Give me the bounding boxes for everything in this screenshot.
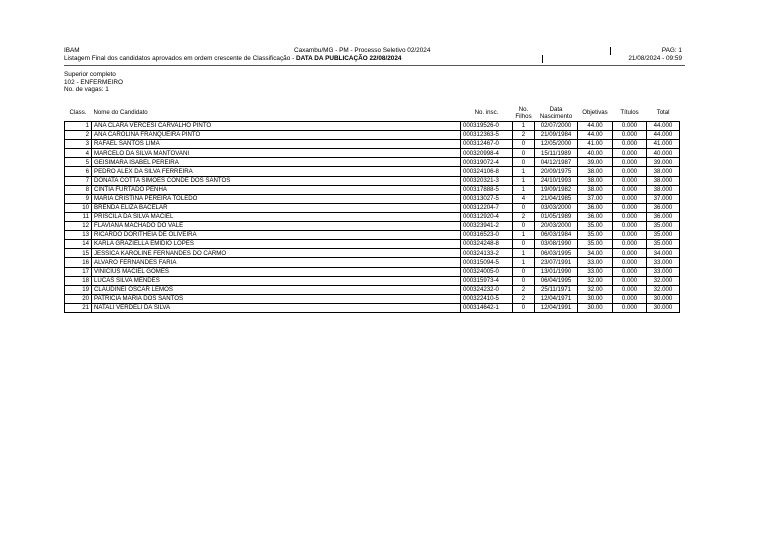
page-number: PAG: 1 xyxy=(661,47,682,54)
cell-objetivas: 35.00 xyxy=(578,240,613,249)
table-row xyxy=(65,222,680,231)
cell-nascimento: 12/05/2000 xyxy=(535,140,578,149)
cell-total: 36.000 xyxy=(647,212,680,221)
col-total: Total xyxy=(656,109,670,116)
cell-nascimento: 21/04/1985 xyxy=(535,194,578,203)
table-row xyxy=(65,231,680,240)
cell-classif: 5 xyxy=(65,158,92,167)
cell-total: 35.000 xyxy=(647,231,680,240)
cell-name: FLAVIANA MACHADO DO VALE xyxy=(92,222,461,231)
cell-objetivas: 38.00 xyxy=(578,185,613,194)
cell-objetivas: 44.00 xyxy=(578,122,613,131)
cell-titulos: 0.000 xyxy=(613,222,647,231)
cell-objetivas: 30.00 xyxy=(578,303,613,312)
col-filhos-line2: Filhos xyxy=(515,112,532,120)
cell-nascimento: 19/09/1982 xyxy=(535,185,578,194)
cell-nascimento: 20/09/1975 xyxy=(535,167,578,176)
cell-objetivas: 37.00 xyxy=(578,194,613,203)
cell-filhos: 0 xyxy=(513,267,535,276)
cell-filhos: 1 xyxy=(513,231,535,240)
table-row xyxy=(65,122,680,131)
cell-nascimento: 03/03/2000 xyxy=(535,203,578,212)
cell-nascimento: 12/04/1971 xyxy=(535,294,578,303)
cell-inscricao: 000312363-5 xyxy=(461,131,513,140)
cell-filhos: 1 xyxy=(513,185,535,194)
col-inscricao: No. insc. xyxy=(474,109,499,116)
cell-inscricao: 000324232-0 xyxy=(461,285,513,294)
table-row xyxy=(65,203,680,212)
cell-inscricao: 000317888-5 xyxy=(461,185,513,194)
cell-titulos: 0.000 xyxy=(613,167,647,176)
subtitle-prefix: Listagem Final dos candidatos aprovados em ordem crescente de Classificação - xyxy=(64,55,296,62)
cell-filhos: 1 xyxy=(513,122,535,131)
cell-total: 40.000 xyxy=(647,149,680,158)
cell-nascimento: 20/03/2000 xyxy=(535,222,578,231)
cell-classif: 10 xyxy=(65,203,92,212)
cell-nascimento: 23/07/1991 xyxy=(535,258,578,267)
report-header xyxy=(64,47,685,63)
table-row xyxy=(65,303,680,312)
position-info xyxy=(64,71,123,94)
cell-classif: 9 xyxy=(65,194,92,203)
table-row xyxy=(65,267,680,276)
cell-inscricao: 000319526-0 xyxy=(461,122,513,131)
cell-objetivas: 36.00 xyxy=(578,212,613,221)
cell-titulos: 0.000 xyxy=(613,267,647,276)
cell-classif: 14 xyxy=(65,240,92,249)
cell-titulos: 0.000 xyxy=(613,231,647,240)
cell-filhos: 2 xyxy=(513,212,535,221)
table-row xyxy=(65,285,680,294)
cell-objetivas: 30.00 xyxy=(578,294,613,303)
cell-classif: 11 xyxy=(65,212,92,221)
cell-total: 30.000 xyxy=(647,294,680,303)
cell-total: 38.000 xyxy=(647,167,680,176)
cell-objetivas: 44.00 xyxy=(578,131,613,140)
col-filhos-line1: No. xyxy=(518,105,529,113)
cell-objetivas: 35.00 xyxy=(578,222,613,231)
cell-name: BRENDA ELIZA BACELAR xyxy=(92,203,461,212)
cell-objetivas: 40.00 xyxy=(578,149,613,158)
cell-titulos: 0.000 xyxy=(613,212,647,221)
cell-filhos: 0 xyxy=(513,140,535,149)
cell-titulos: 0.000 xyxy=(613,249,647,258)
cell-filhos: 2 xyxy=(513,285,535,294)
publication-date: DATA DA PUBLICAÇÃO 22/08/2024 xyxy=(295,55,402,62)
cell-classif: 12 xyxy=(65,222,92,231)
cell-total: 44.000 xyxy=(647,131,680,140)
cell-filhos: 1 xyxy=(513,249,535,258)
cell-inscricao: 000312204-7 xyxy=(461,203,513,212)
cell-total: 30.000 xyxy=(647,303,680,312)
cell-inscricao: 000320998-4 xyxy=(461,149,513,158)
cell-inscricao: 000316523-0 xyxy=(461,231,513,240)
cell-total: 41.000 xyxy=(647,140,680,149)
table-row xyxy=(65,131,680,140)
cell-titulos: 0.000 xyxy=(613,258,647,267)
cell-objetivas: 32.00 xyxy=(578,276,613,285)
cell-name: RAFAEL SANTOS LIMA xyxy=(92,140,461,149)
cell-total: 33.000 xyxy=(647,267,680,276)
cell-objetivas: 34.00 xyxy=(578,249,613,258)
cell-classif: 2 xyxy=(65,131,92,140)
cell-inscricao: 000312920-4 xyxy=(461,212,513,221)
generated-datetime: 21/08/2024 - 09:59 xyxy=(628,55,682,62)
cell-name: PATRICIA MARIA DOS SANTOS xyxy=(92,294,461,303)
table-row xyxy=(65,140,680,149)
cell-classif: 6 xyxy=(65,167,92,176)
cell-total: 35.000 xyxy=(647,222,680,231)
cell-inscricao: 000313027-5 xyxy=(461,194,513,203)
col-nascimento xyxy=(535,104,578,122)
cell-objetivas: 32.00 xyxy=(578,285,613,294)
cell-nascimento: 02/07/2000 xyxy=(535,122,578,131)
cell-inscricao: 000319072-4 xyxy=(461,158,513,167)
cell-filhos: 0 xyxy=(513,158,535,167)
cell-name: MARIA CRISTINA PEREIRA TOLEDO xyxy=(92,194,461,203)
table-row xyxy=(65,194,680,203)
cell-filhos: 2 xyxy=(513,294,535,303)
cell-classif: 20 xyxy=(65,294,92,303)
col-filhos xyxy=(513,104,535,122)
cell-classif: 4 xyxy=(65,149,92,158)
col-objetivas: Objetivas xyxy=(582,109,608,116)
cell-nascimento: 01/05/1989 xyxy=(535,212,578,221)
cell-name: VINICIUS MACIEL GOMES xyxy=(92,267,461,276)
cell-classif: 3 xyxy=(65,140,92,149)
cell-total: 36.000 xyxy=(647,203,680,212)
cell-classif: 16 xyxy=(65,258,92,267)
cell-nascimento: 03/08/1990 xyxy=(535,240,578,249)
table-header-row xyxy=(65,104,680,122)
cell-name: PRISCILA DA SILVA MACIEL xyxy=(92,212,461,221)
cell-name: CLAUDINEI OSCAR LEMOS xyxy=(92,285,461,294)
table-row xyxy=(65,185,680,194)
cell-total: 32.000 xyxy=(647,276,680,285)
cell-classif: 21 xyxy=(65,303,92,312)
cell-name: CINTIA FURTADO PENHA xyxy=(92,185,461,194)
cell-name: JESSICA KAROLINE FERNANDES DO CARMO xyxy=(92,249,461,258)
cell-inscricao: 000323941-2 xyxy=(461,222,513,231)
results-table xyxy=(64,104,680,313)
cell-titulos: 0.000 xyxy=(613,285,647,294)
cell-nascimento: 06/04/1995 xyxy=(535,276,578,285)
header-divider xyxy=(610,47,611,55)
cell-inscricao: 000322410-5 xyxy=(461,294,513,303)
cell-titulos: 0.000 xyxy=(613,203,647,212)
cell-inscricao: 000315094-5 xyxy=(461,258,513,267)
cell-classif: 17 xyxy=(65,267,92,276)
cell-filhos: 1 xyxy=(513,258,535,267)
cell-titulos: 0.000 xyxy=(613,149,647,158)
cell-titulos: 0.000 xyxy=(613,131,647,140)
cell-titulos: 0.000 xyxy=(613,176,647,185)
cell-titulos: 0.000 xyxy=(613,122,647,131)
cell-nascimento: 25/11/1971 xyxy=(535,285,578,294)
cell-filhos: 0 xyxy=(513,240,535,249)
table-row xyxy=(65,158,680,167)
cell-titulos: 0.000 xyxy=(613,185,647,194)
table-row xyxy=(65,249,680,258)
cell-total: 35.000 xyxy=(647,240,680,249)
cell-total: 38.000 xyxy=(647,185,680,194)
table-row xyxy=(65,276,680,285)
cell-nascimento: 21/09/1984 xyxy=(535,131,578,140)
cell-name: KARLA GRAZIELLA EMIDIO LOPES xyxy=(92,240,461,249)
cell-filhos: 0 xyxy=(513,149,535,158)
table-row xyxy=(65,294,680,303)
col-name: Nome do Candidato xyxy=(93,109,148,116)
cell-filhos: 1 xyxy=(513,176,535,185)
col-classif: Class. xyxy=(69,109,87,116)
vacancies-count: No. de vagas: 1 xyxy=(64,86,109,94)
table-row xyxy=(65,240,680,249)
cell-name: RICARDO DORITHEIA DE OLIVEIRA xyxy=(92,231,461,240)
cell-classif: 1 xyxy=(65,122,92,131)
cell-titulos: 0.000 xyxy=(613,140,647,149)
cell-filhos: 2 xyxy=(513,131,535,140)
report-subtitle xyxy=(64,55,401,63)
cell-titulos: 0.000 xyxy=(613,294,647,303)
cell-titulos: 0.000 xyxy=(613,276,647,285)
cell-nascimento: 24/10/1993 xyxy=(535,176,578,185)
cell-objetivas: 35.00 xyxy=(578,231,613,240)
cell-inscricao: 000324133-2 xyxy=(461,249,513,258)
table-row xyxy=(65,167,680,176)
cell-name: PEDRO ALEX DA SILVA FERREIRA xyxy=(92,167,461,176)
position-name: 102 - ENFERMEIRO xyxy=(64,78,123,86)
header-rule xyxy=(64,65,685,66)
cell-objetivas: 33.00 xyxy=(578,267,613,276)
cell-objetivas: 41.00 xyxy=(578,140,613,149)
cell-nascimento: 06/03/1984 xyxy=(535,231,578,240)
cell-titulos: 0.000 xyxy=(613,303,647,312)
table-row xyxy=(65,176,680,185)
cell-filhos: 1 xyxy=(513,167,535,176)
col-nasc-line2: Nascimento xyxy=(539,112,573,120)
cell-name: ANA CAROLINA FRANQUEIRA PINTO xyxy=(92,131,461,140)
cell-inscricao: 000312467-0 xyxy=(461,140,513,149)
cell-nascimento: 13/01/1990 xyxy=(535,267,578,276)
cell-total: 44.000 xyxy=(647,122,680,131)
process-title: Caxambu/MG - PM - Processo Seletivo 02/2024 xyxy=(294,47,431,54)
cell-objetivas: 38.00 xyxy=(578,167,613,176)
col-nasc-line1: Data xyxy=(549,105,563,113)
cell-name: GEISIMARA ISABEL PEREIRA xyxy=(92,158,461,167)
cell-classif: 15 xyxy=(65,249,92,258)
cell-classif: 18 xyxy=(65,276,92,285)
table-row xyxy=(65,149,680,158)
cell-name: LUCAS SILVA MENDES xyxy=(92,276,461,285)
cell-titulos: 0.000 xyxy=(613,240,647,249)
cell-classif: 7 xyxy=(65,176,92,185)
cell-inscricao: 000320321-3 xyxy=(461,176,513,185)
education-level: Superior completo xyxy=(64,71,116,78)
cell-total: 38.000 xyxy=(647,176,680,185)
cell-objetivas: 36.00 xyxy=(578,203,613,212)
cell-name: DONATA COTTA SIMOES CONDE DOS SANTOS xyxy=(92,176,461,185)
cell-filhos: 0 xyxy=(513,276,535,285)
cell-filhos: 0 xyxy=(513,203,535,212)
cell-nascimento: 06/03/1995 xyxy=(535,249,578,258)
cell-classif: 8 xyxy=(65,185,92,194)
table-row xyxy=(65,258,680,267)
table-row xyxy=(65,212,680,221)
cell-objetivas: 38.00 xyxy=(578,176,613,185)
cell-name: ANA CLARA VERCESI CARVALHO PINTO xyxy=(92,122,461,131)
cell-classif: 19 xyxy=(65,285,92,294)
cell-titulos: 0.000 xyxy=(613,158,647,167)
cell-nascimento: 12/04/1991 xyxy=(535,303,578,312)
cell-name: NATALI VERDELI DA SILVA xyxy=(92,303,461,312)
cell-total: 33.000 xyxy=(647,258,680,267)
cell-classif: 13 xyxy=(65,231,92,240)
cell-inscricao: 000324106-8 xyxy=(461,167,513,176)
cell-objetivas: 39.00 xyxy=(578,158,613,167)
cell-nascimento: 15/11/1989 xyxy=(535,149,578,158)
cell-filhos: 0 xyxy=(513,303,535,312)
cell-total: 32.000 xyxy=(647,285,680,294)
cell-nascimento: 04/12/1987 xyxy=(535,158,578,167)
col-titulos: Títulos xyxy=(620,109,639,116)
cell-inscricao: 000324248-8 xyxy=(461,240,513,249)
cell-total: 39.000 xyxy=(647,158,680,167)
cell-name: ALVARO FERNANDES FARIA xyxy=(92,258,461,267)
organization-name: IBAM xyxy=(64,47,80,54)
cell-total: 34.000 xyxy=(647,249,680,258)
cell-objetivas: 33.00 xyxy=(578,258,613,267)
cell-inscricao: 000315973-4 xyxy=(461,276,513,285)
cell-filhos: 4 xyxy=(513,194,535,203)
cell-inscricao: 000314642-1 xyxy=(461,303,513,312)
cell-titulos: 0.000 xyxy=(613,194,647,203)
cell-total: 37.000 xyxy=(647,194,680,203)
header-divider xyxy=(542,55,543,63)
cell-name: MARCELO DA SILVA MANTOVANI xyxy=(92,149,461,158)
cell-filhos: 0 xyxy=(513,222,535,231)
cell-inscricao: 000324005-0 xyxy=(461,267,513,276)
